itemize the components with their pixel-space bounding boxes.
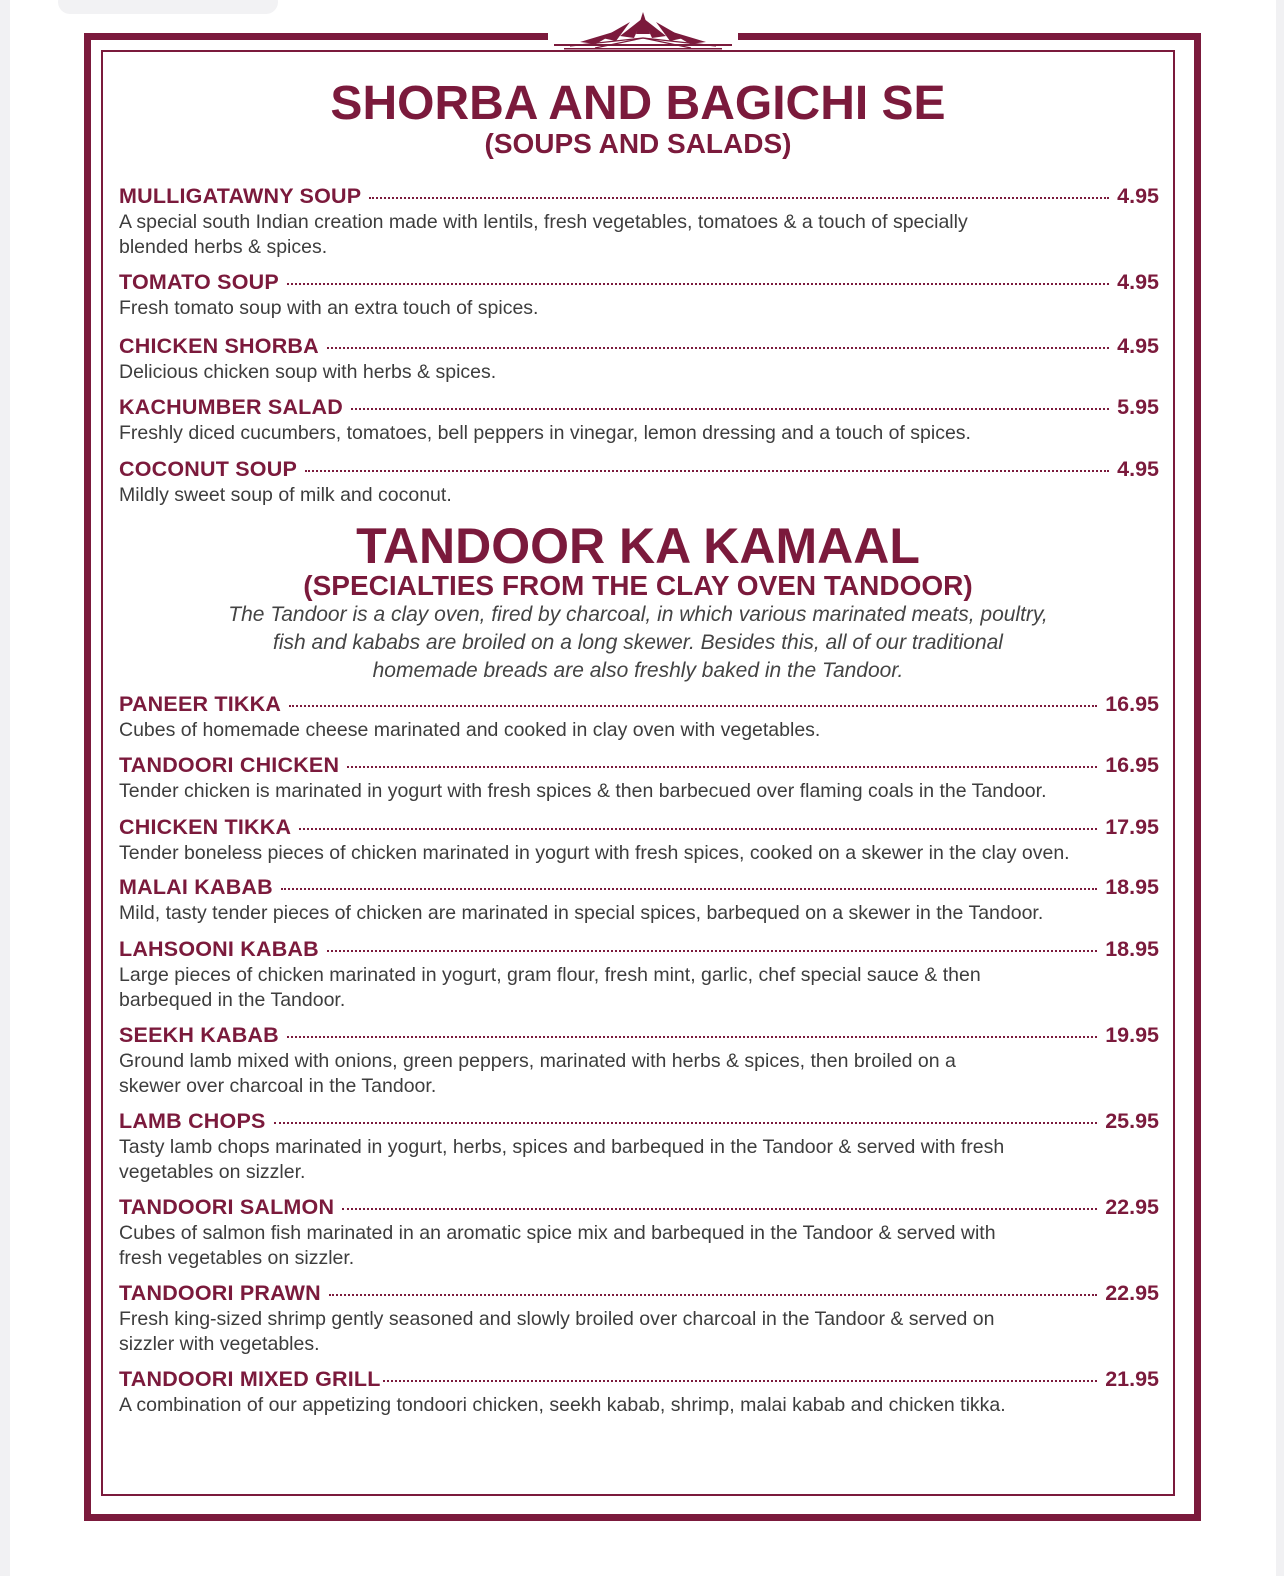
- item-name: CHICKEN SHORBA: [119, 334, 319, 358]
- item-description: Freshly diced cucumbers, tomatoes, bell peppers in vinegar, lemon dressing and a touch of spices.: [119, 422, 971, 444]
- item-description: Mild, tasty tender pieces of chicken are marinated in special spices, barbequed on a skewer in the Tandoor.: [119, 902, 1044, 924]
- menu-item: [119, 753, 1159, 804]
- menu-item: [119, 1109, 1159, 1184]
- dot-leader: [383, 1380, 1098, 1382]
- item-name: MALAI KABAB: [119, 875, 273, 899]
- item-price: 4.95: [1117, 270, 1159, 294]
- dot-leader: [351, 408, 1109, 410]
- item-price: 25.95: [1105, 1109, 1159, 1133]
- item-description: Tender chicken is marinated in yogurt with fresh spices & then barbecued over flaming coals in the Tandoor.: [119, 780, 1047, 802]
- item-price: 16.95: [1105, 692, 1159, 716]
- menu-item: [119, 692, 1159, 743]
- item-price: 5.95: [1117, 395, 1159, 419]
- dot-leader: [327, 347, 1109, 349]
- item-name: SEEKH KABAB: [119, 1023, 279, 1047]
- item-description: Large pieces of chicken marinated in yogurt, gram flour, fresh mint, garlic, chef special sauce & then barbequed in the Tandoor.: [119, 964, 981, 1011]
- item-name: CHICKEN TIKKA: [119, 815, 292, 839]
- item-price: 18.95: [1105, 875, 1159, 899]
- lotus-ornament-icon: [550, 8, 736, 52]
- item-description: A special south Indian creation made with lentils, fresh vegetables, tomatoes & a touch of specially blended herbs & spices.: [119, 211, 968, 258]
- dot-leader: [287, 283, 1109, 285]
- section-intro-line: The Tandoor is a clay oven, fired by charcoal, in which various marinated meats, poultry,: [228, 603, 1048, 626]
- item-name: MULLIGATAWNY SOUP: [119, 184, 362, 208]
- item-price: 18.95: [1105, 937, 1159, 961]
- item-description: Delicious chicken soup with herbs & spices.: [119, 361, 497, 383]
- item-price: 22.95: [1105, 1195, 1159, 1219]
- menu-item: [119, 815, 1159, 866]
- dot-leader: [329, 1294, 1097, 1296]
- dot-leader: [299, 828, 1097, 830]
- item-name: TANDOORI SALMON: [119, 1195, 335, 1219]
- item-description: A combination of our appetizing tondoori chicken, seekh kabab, shrimp, malai kabab and chicken tikka.: [119, 1394, 1006, 1416]
- item-name: TANDOORI CHICKEN: [119, 753, 340, 777]
- section-subtitle-soups: (SOUPS AND SALADS): [484, 128, 792, 159]
- item-name: TOMATO SOUP: [119, 270, 279, 294]
- item-name: KACHUMBER SALAD: [119, 395, 343, 419]
- dot-leader: [305, 470, 1109, 472]
- menu-item: [119, 334, 1159, 385]
- item-description: Mildly sweet soup of milk and coconut.: [119, 484, 452, 506]
- dot-leader: [289, 705, 1097, 707]
- menu-item: [119, 1367, 1159, 1418]
- section-intro-line: homemade breads are also freshly baked in the Tandoor.: [372, 659, 904, 682]
- dot-leader: [287, 1036, 1097, 1038]
- item-name: COCONUT SOUP: [119, 457, 297, 481]
- section-title-soups: SHORBA AND BAGICHI SE: [330, 77, 946, 130]
- item-price: 16.95: [1105, 753, 1159, 777]
- dot-leader: [347, 766, 1097, 768]
- section-intro-line: fish and kababs are broiled on a long skewer. Besides this, all of our traditional: [273, 631, 1003, 654]
- menu-item: [119, 457, 1159, 508]
- menu-item: [119, 1023, 1159, 1098]
- menu-item: [119, 937, 1159, 1012]
- item-price: 22.95: [1105, 1281, 1159, 1305]
- menu-item: [119, 875, 1159, 926]
- item-description: Fresh tomato soup with an extra touch of spices.: [119, 297, 539, 319]
- section-subtitle-tandoor: (SPECIALTIES FROM THE CLAY OVEN TANDOOR): [303, 570, 973, 601]
- item-description: Ground lamb mixed with onions, green peppers, marinated with herbs & spices, then broiled on a skewer over charcoal in the Tandoor.: [119, 1050, 956, 1097]
- item-price: 21.95: [1105, 1367, 1159, 1391]
- menu-item: [119, 1195, 1159, 1270]
- dot-leader: [274, 1122, 1098, 1124]
- item-description: Fresh king-sized shrimp gently seasoned and slowly broiled over charcoal in the Tandoor & served on sizzler with vegetables.: [119, 1308, 995, 1355]
- section-title-tandoor: TANDOOR KA KAMAAL: [356, 518, 920, 574]
- item-price: 4.95: [1117, 184, 1159, 208]
- item-name: TANDOORI MIXED GRILL: [119, 1367, 381, 1391]
- item-price: 4.95: [1117, 334, 1159, 358]
- page-edge-right: [1276, 0, 1284, 1576]
- item-price: 4.95: [1117, 457, 1159, 481]
- item-name: TANDOORI PRAWN: [119, 1281, 321, 1305]
- dot-leader: [342, 1208, 1097, 1210]
- dot-leader: [327, 950, 1097, 952]
- item-description: Tender boneless pieces of chicken marinated in yogurt with fresh spices, cooked on a skewer in the clay oven.: [119, 842, 1070, 864]
- top-tab: [58, 0, 278, 14]
- item-price: 19.95: [1105, 1023, 1159, 1047]
- menu-item: [119, 184, 1159, 259]
- item-description: Cubes of salmon fish marinated in an aromatic spice mix and barbequed in the Tandoor & served with fresh vegetables on sizzler.: [119, 1222, 996, 1269]
- item-description: Tasty lamb chops marinated in yogurt, herbs, spices and barbequed in the Tandoor & served with fresh vegetables on sizzler.: [119, 1136, 1005, 1183]
- item-price: 17.95: [1105, 815, 1159, 839]
- item-name: LAMB CHOPS: [119, 1109, 266, 1133]
- dot-leader: [281, 888, 1097, 890]
- menu-item: [119, 395, 1159, 446]
- item-name: LAHSOONI KABAB: [119, 937, 319, 961]
- item-name: PANEER TIKKA: [119, 692, 282, 716]
- menu-item: [119, 1281, 1159, 1356]
- page-edge-left: [0, 0, 10, 1576]
- menu-item: [119, 270, 1159, 321]
- dot-leader: [369, 197, 1109, 199]
- item-description: Cubes of homemade cheese marinated and cooked in clay oven with vegetables.: [119, 719, 821, 741]
